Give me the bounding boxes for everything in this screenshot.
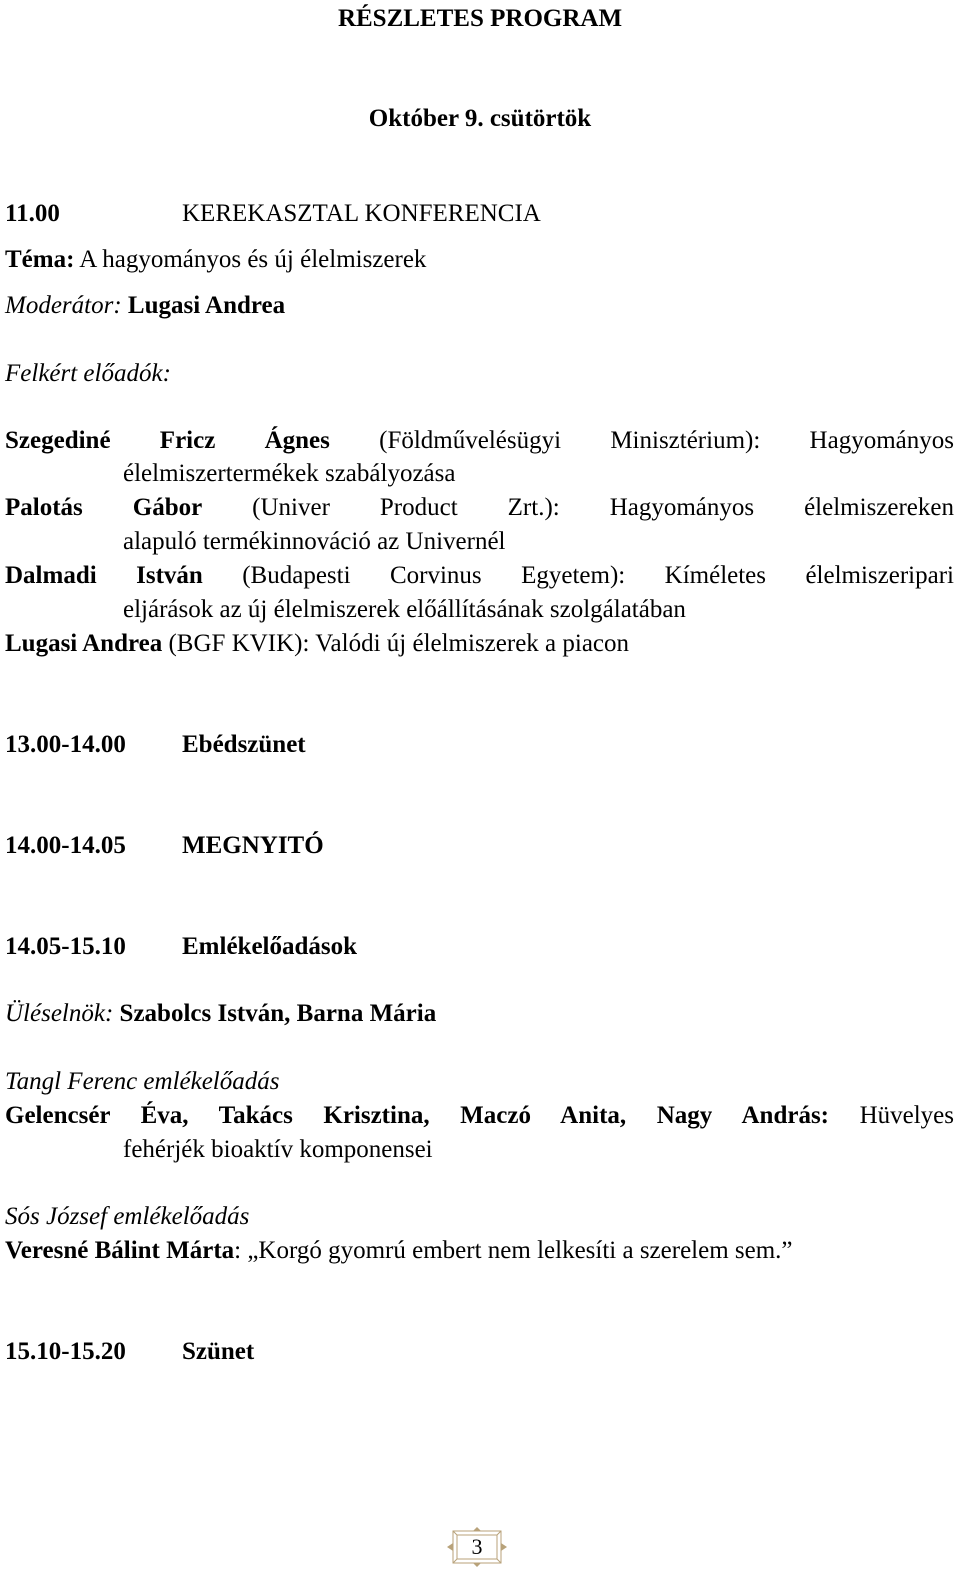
day-date: Október 9. csütörtök — [368, 105, 592, 132]
session-title: KEREKASZTAL KONFERENCIA — [182, 200, 541, 227]
lecture-authors: Gelencsér Éva, Takács Krisztina, Maczó Anita, Nagy András: — [5, 1102, 829, 1129]
lecture-topic: : „Korgó gyomrú embert nem lelkesíti a szerelem sem.” — [234, 1237, 793, 1264]
talk-line — [5, 426, 954, 456]
moderator-label: Moderátor: — [5, 292, 122, 319]
break-row — [5, 1337, 954, 1367]
lunch-title: Ebédszünet — [182, 731, 306, 758]
page-number: 3 — [471, 1534, 483, 1559]
talk-continuation: eljárások az új élelmiszerek előállításának szolgálatában — [123, 596, 686, 623]
moderator-name: Lugasi Andrea — [121, 292, 286, 319]
talk-line — [5, 493, 954, 523]
lunch-time: 13.00-14.00 — [5, 731, 126, 758]
speakers-label: Felkért előadók: — [5, 360, 171, 387]
talk-continuation: alapuló termékinnováció az Univernél — [123, 528, 506, 555]
lecture-topic: Hüvelyes — [829, 1102, 954, 1129]
opening-title: MEGNYITÓ — [182, 832, 324, 859]
break-time: 15.10-15.20 — [5, 1338, 126, 1365]
chairs-line — [5, 999, 954, 1029]
opening-time: 14.00-14.05 — [5, 832, 126, 859]
topic-line — [5, 245, 954, 275]
topic-text: A hagyományos és új élelmiszerek — [74, 246, 427, 273]
session-time: 11.00 — [5, 200, 60, 227]
moderator-line — [5, 291, 954, 321]
break-title: Szünet — [182, 1338, 255, 1365]
lunch-break-row — [5, 730, 954, 760]
session-roundtable-header — [5, 199, 954, 229]
talk-line — [5, 629, 954, 659]
opening-row — [5, 831, 954, 861]
memorial-lecture-title: Sós József emlékelőadás — [5, 1203, 250, 1230]
talk-text: (Budapesti Corvinus Egyetem): Kíméletes élelmiszeripari — [202, 562, 954, 589]
memorial-time: 14.05-15.10 — [5, 933, 126, 960]
memorial-lecture-title: Tangl Ferenc emlékelőadás — [5, 1068, 280, 1095]
talk-text: (BGF KVIK): Valódi új élelmiszerek a piacon — [162, 630, 630, 657]
talk-line — [5, 561, 954, 591]
talk-text: (Földművelésügyi Minisztérium): Hagyományos — [329, 427, 954, 454]
page-heading: RÉSZLETES PROGRAM — [337, 5, 623, 32]
speaker-name: Dalmadi István — [5, 562, 203, 589]
memorial-lecture-continuation: fehérjék bioaktív komponensei — [123, 1136, 433, 1163]
page-number-ornament — [447, 1527, 507, 1567]
memorial-session-row — [5, 932, 954, 962]
topic-label: Téma: — [5, 246, 75, 273]
talk-continuation: élelmiszertermékek szabályozása — [123, 460, 456, 487]
speaker-name: Lugasi Andrea — [5, 630, 163, 657]
speaker-name: Palotás Gábor — [5, 494, 203, 521]
speaker-name: Szegediné Fricz Ágnes — [5, 427, 330, 454]
memorial-title: Emlékelőadások — [182, 933, 358, 960]
memorial-lecture-line — [5, 1236, 954, 1266]
talk-text: (Univer Product Zrt.): Hagyományos élelmiszereken — [202, 494, 955, 521]
chairs-label: Üléselnök: — [5, 1000, 114, 1027]
chairs-names: Szabolcs István, Barna Mária — [113, 1000, 437, 1027]
memorial-lecture-line — [5, 1101, 954, 1131]
lecture-author: Veresné Bálint Márta — [5, 1237, 235, 1264]
